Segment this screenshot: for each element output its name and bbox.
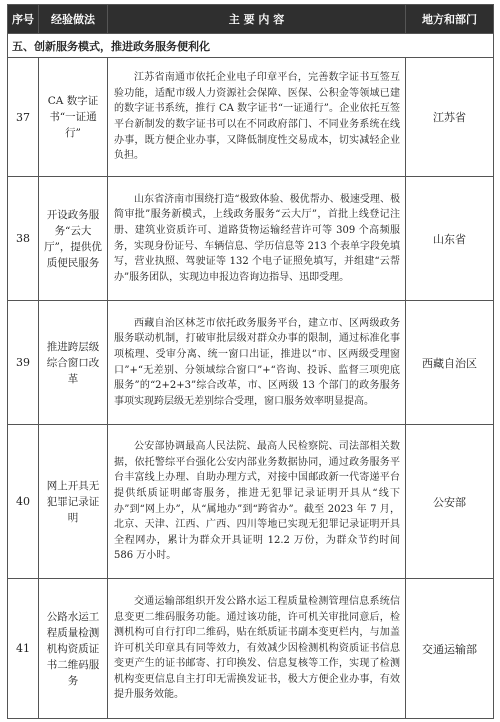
row-content-text: 西藏自治区林芝市依托政务服务平台，建立市、区两级政务服务联动机制，打破审批层级对群众办事的限制，通过标准化事项梳理、受审分离、统一窗口出证，推进以“市、区两级受理窗口”+“无差别、分领域综合窗口”+“咨询、投诉、监督三项兜底服务”的“2+2+3”综合改革，市、区两级 13 个部门的政务服务事项实现跨层级无差别综合受理，窗口服务效率明显提高。 xyxy=(114,317,400,407)
row-practice: 公路水运工程质量检测机构资质证书二维码服务 xyxy=(39,579,108,719)
row-practice: 推进跨层级综合窗口改革 xyxy=(39,301,108,425)
row-practice: 开设政务服务“云大厅”，提供优质便民服务 xyxy=(39,177,108,301)
row-number: 39 xyxy=(8,301,39,425)
row-content-text: 江苏省南通市依托企业电子印章平台，完善数字证书互签互验功能，适配市级人力资源社会保障、医保、公积金等领域已建的数字证书系统，推行 CA 数字证书“一证通行”。企业依托互签平台新制发的数字证书可以在不同政府部门、不同业务系统在线办事，既方便企业办事，又降低制度性交易成本，切实减轻企业负担。 xyxy=(114,72,400,162)
row-practice: CA 数字证书“一证通行” xyxy=(39,58,108,177)
document-page xyxy=(7,4,493,719)
section-title: 五、创新服务模式，推进政务服务便利化 xyxy=(8,34,494,58)
row-content-text: 交通运输部组织开发公路水运工程质量检测管理信息系统信息变更二维码服务功能。通过该功能，许可机关审批同意后，检测机构可自行打印二维码，贴在纸质证书副本变更栏内，与加盖许可机关印章具有同等效力，有效减少因检测机构资质证书信息变更产生的证书邮寄、打印换发、信息复核等工作，实现了检测机构变更信息自主打印无需换发证书，极大方便企业办事，有效提升服务效能。 xyxy=(114,595,400,701)
experience-table xyxy=(7,4,494,719)
row-content xyxy=(108,301,406,425)
section-row xyxy=(8,34,494,58)
row-content xyxy=(108,58,406,177)
row-content-text: 山东省济南市围绕打造“极致体验、极优帮办、极速受理、极简审批”服务新模式，上线政务服务“云大厅”，首批上线登记注册、建筑业资质许可、道路货物运输经营许可等 309 个高频服务，实现身份证号、车辆信息、学历信息等 213 个表单字段免填写，营业执照、驾驶证等 132 个电子证照免填写，并组建“云帮办”服务团队，实现边申报边咨询边指导、迅即受理。 xyxy=(114,193,400,283)
table-row xyxy=(8,579,494,719)
row-region: 公安部 xyxy=(406,425,494,579)
table-row xyxy=(8,301,494,425)
row-content-text: 公安部协调最高人民法院、最高人民检察院、司法部相关数据，依托警综平台强化公安内部业务数据协同，通过政务服务平台丰富线上办理、自助办理方式，对接中国邮政新一代寄递平台提供纸质证明邮寄服务，推进无犯罪记录证明开具从“线下办”到“网上办”，从“属地办”到“跨省办”。截至 2023 年 7 月，北京、天津、江西、广西、四川等地已实现无犯罪记录证明开具全程网办，累计为群众开具证明 12.2 万份，为群众节约时间 586 万小时。 xyxy=(114,441,400,562)
row-region: 山东省 xyxy=(406,177,494,301)
row-region: 江苏省 xyxy=(406,58,494,177)
row-content xyxy=(108,579,406,719)
table-row xyxy=(8,177,494,301)
row-content xyxy=(108,177,406,301)
header-region: 地方和部门 xyxy=(406,5,494,34)
header-practice: 经验做法 xyxy=(39,5,108,34)
row-number: 37 xyxy=(8,58,39,177)
table-header-row xyxy=(8,5,494,34)
table-row xyxy=(8,425,494,579)
row-number: 40 xyxy=(8,425,39,579)
row-number: 41 xyxy=(8,579,39,719)
header-content: 主 要 内 容 xyxy=(108,5,406,34)
row-region: 交通运输部 xyxy=(406,579,494,719)
row-content xyxy=(108,425,406,579)
header-number: 序号 xyxy=(8,5,39,34)
table-row xyxy=(8,58,494,177)
row-practice: 网上开具无犯罪记录证明 xyxy=(39,425,108,579)
row-region: 西藏自治区 xyxy=(406,301,494,425)
row-number: 38 xyxy=(8,177,39,301)
